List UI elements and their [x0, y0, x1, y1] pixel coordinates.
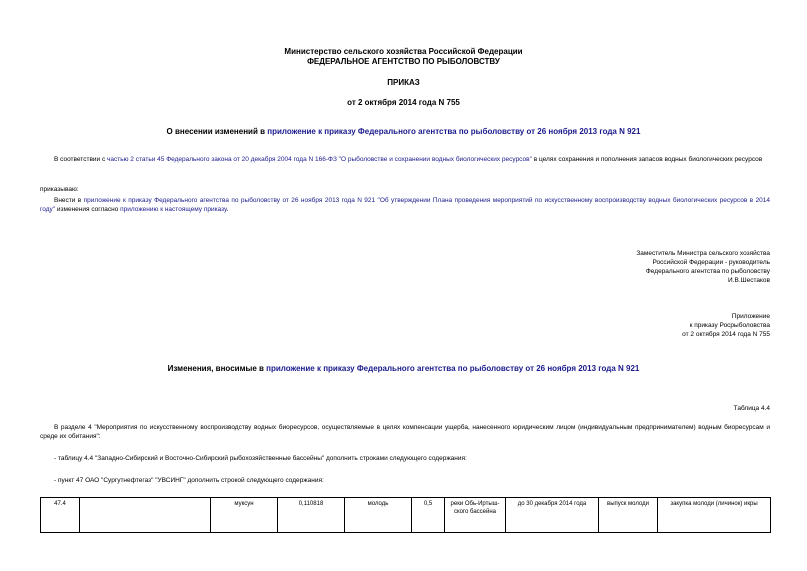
changes-title-link[interactable]: приложение к приказу Федерального агентства по рыболовству от 26 ноября 2013 года N 921: [266, 364, 640, 373]
cell-deadline: до 30 декабря 2014 года: [506, 498, 599, 533]
cell-location: реки Обь-Иртыш-ского бассейна: [445, 498, 506, 533]
doc-title-link[interactable]: приложение к приказу Федерального агентства по рыболовству от 26 ноября 2013 года N 921: [267, 127, 641, 136]
signature-name: И.В.Шестаков: [728, 277, 770, 284]
signature-line-1: Заместитель Министра сельского хозяйства: [636, 250, 770, 257]
cell-number: 47.4: [41, 498, 80, 533]
order-text-1: Внести в: [54, 197, 84, 204]
table-label: Таблица 4.4: [733, 405, 770, 412]
ministry-name: Министерство сельского хозяйства Российской Федерации: [284, 47, 523, 56]
cell-quantity: 0,110818: [278, 498, 345, 533]
cell-species: муксун: [211, 498, 278, 533]
doc-title: [0, 127, 807, 137]
cell-stage: молодь: [345, 498, 412, 533]
intro-paragraph: [40, 156, 770, 165]
doc-title-prefix: О внесении изменений в: [166, 127, 268, 136]
intro-text-2: в целях сохранения и пополнения запасов водных биологических ресурсов: [531, 156, 763, 163]
item-1: - таблицу 4.4 "Западно-Сибирский и Восточно-Сибирский рыбохозяйственные бассейны" дополнить строками следующего содержания:: [54, 455, 467, 462]
order-link-2[interactable]: приложению к настоящему приказу: [120, 205, 227, 213]
intro-text-1: В соответствии с: [54, 156, 108, 163]
cell-organization: [80, 498, 211, 533]
signature-line-3: Федерального агентства по рыболовству: [645, 268, 770, 275]
cell-weight: 0,5: [412, 498, 445, 533]
cell-method: закупка молоди (личинок) икры: [658, 498, 771, 533]
appendix-block: [682, 312, 770, 339]
order-paragraph: [40, 197, 770, 214]
doc-date: от 2 октября 2014 года N 755: [347, 98, 460, 107]
table-row: [41, 498, 771, 533]
changes-title-prefix: Изменения, вносимые в: [167, 364, 267, 373]
appendix-line-2: к приказу Росрыболовства: [689, 322, 770, 329]
law-link[interactable]: частью 2 статьи 45 Федерального закона от 20 декабря 2004 года N 166-ФЗ "О рыболовстве и сохранении водных биологических ресурсов": [107, 156, 532, 163]
order-link-1[interactable]: приложение к приказу Федерального агентства по рыболовству от 26 ноября 2013 года N 921 "Об утверждении Плана проведения мероприятий по искусственному воспроизводству водных биологических ресурсов в 2014 году": [40, 197, 770, 213]
order-text-2: изменения согласно: [55, 205, 121, 213]
changes-title: [0, 364, 807, 374]
item-2: - пункт 47 ОАО "Сургутнефтегаз" "УВСИНГ" дополнить строкой следующего содержания:: [54, 477, 324, 484]
signature-line-2: Российской Федерации - руководитель: [652, 259, 770, 266]
cell-action: выпуск молоди: [599, 498, 658, 533]
doc-type: ПРИКАЗ: [387, 78, 420, 87]
appendix-line-3: от 2 октября 2014 года N 755: [682, 331, 770, 338]
appendix-line-1: Приложение: [731, 313, 770, 320]
signature-block: [636, 249, 770, 285]
data-table: [40, 497, 771, 533]
order-text-3: .: [226, 205, 229, 213]
agency-name: ФЕДЕРАЛЬНОЕ АГЕНТСТВО ПО РЫБОЛОВСТВУ: [307, 57, 500, 66]
order-word: приказываю:: [40, 186, 79, 193]
section-paragraph: В разделе 4 "Мероприятия по искусственному воспроизводству водных биоресурсов, осуществляемые в целях компенсации ущерба, нанесенного юридическим лицом (индивидуальным предпринимателем) водным биоресурсам и среде их обитания":: [40, 424, 770, 440]
